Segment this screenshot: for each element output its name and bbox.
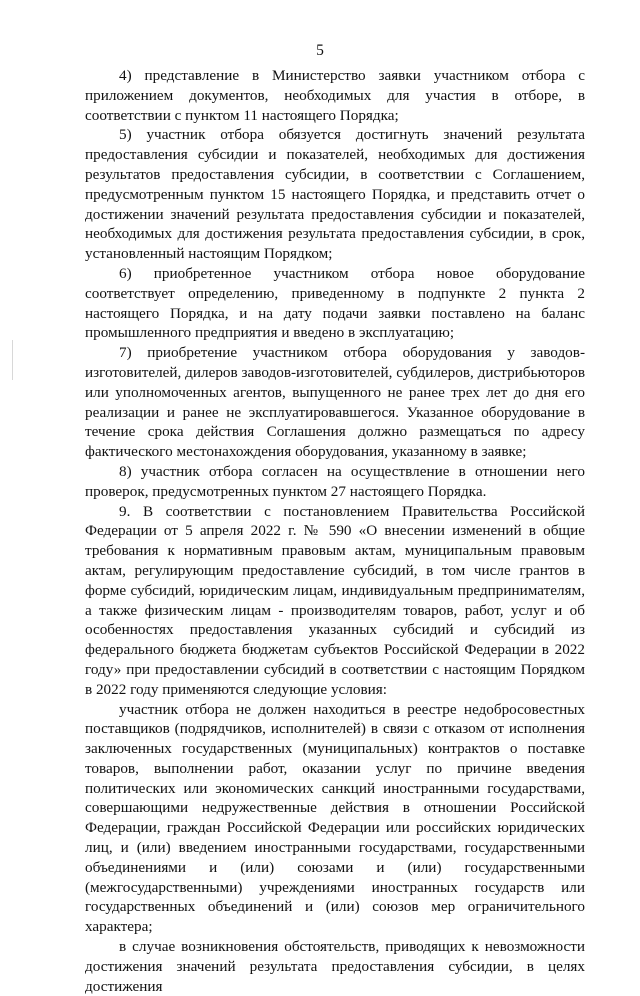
paragraph-condition-circumstances: в случае возникновения обстоятельств, приводящих к невозможности достижения значений результата предоставления субсидии, в целях достижения	[85, 938, 585, 995]
paragraph-item-8: 8) участник отбора согласен на осуществление в отношении него проверок, предусмотренных пунктом 27 настоящего Порядка.	[85, 462, 585, 500]
paragraph-item-7: 7) приобретение участником отбора оборудования у заводов-изготовителей, дилеров заводов-изготовителей, субдилеров, дистрибьюторов или уполномоченных агентов, выпущенного не ранее трех лет до дня его реализации и ранее не эксплуатировавшегося. Указанное оборудование в течение срока действия Соглашения должно размещаться по адресу фактического местонахождения оборудования, указанному в заявке;	[85, 344, 585, 461]
page-number: 5	[316, 42, 324, 59]
paragraph-clause-9: 9. В соответствии с постановлением Правительства Российской Федерации от 5 апреля 2022 г. № 590 «О внесении изменений в общие требования к нормативным правовым актам, муниципальным правовым актам, регулирующим предоставление субсидий, в том числе грантов в форме субсидий, юридическим лицам, индивидуальным предпринимателям, а также физическим лицам - производителям товаров, работ, услуг и об особенностях предоставления указанных субсидий и субсидий из федерального бюджета бюджетам субъектов Российской Федерации в 2022 году» при предоставлении субсидий в соответствии с настоящим Порядком в 2022 году применяются следующие условия:	[85, 502, 585, 698]
paragraph-item-6: 6) приобретенное участником отбора новое оборудование соответствует определению, приведенному в подпункте 2 пункта 2 настоящего Порядка, и на дату подачи заявки поставлено на баланс промышленного предприятия и введено в эксплуатацию;	[85, 264, 585, 342]
document-body	[85, 66, 585, 996]
paragraph-condition-registry: участник отбора не должен находиться в реестре недобросовестных поставщиков (подрядчиков, исполнителей) в связи с отказом от исполнения заключенных государственных (муниципальных) контрактов о поставке товаров, выполнении работ, оказании услуг по причине введения политических или экономических санкций иностранными государствами, совершающими недружественные действия в отношении Российской Федерации, граждан Российской Федерации или российских юридических лиц, и (или) введением иностранными государствами, государственными объединениями и (или) союзами и (или) государственными (межгосударственными) учреждениями иностранных государств или государственных объединений и (или) союзов мер ограничительного характера;	[85, 700, 585, 936]
paragraph-item-5: 5) участник отбора обязуется достигнуть значений результата предоставления субсидии и показателей, необходимых для достижения результатов предоставления субсидии, в соответствии с Соглашением, предусмотренным пунктом 15 настоящего Порядка, и представить отчет о достижении значений результата предоставления субсидии и показателей, необходимых для достижения результата предоставления субсидии, в срок, установленный настоящим Порядком;	[85, 126, 585, 263]
scan-mark	[12, 340, 13, 380]
paragraph-item-4: 4) представление в Министерство заявки участником отбора с приложением документов, необходимых для участия в отборе, в соответствии с пунктом 11 настоящего Порядка;	[85, 67, 585, 124]
